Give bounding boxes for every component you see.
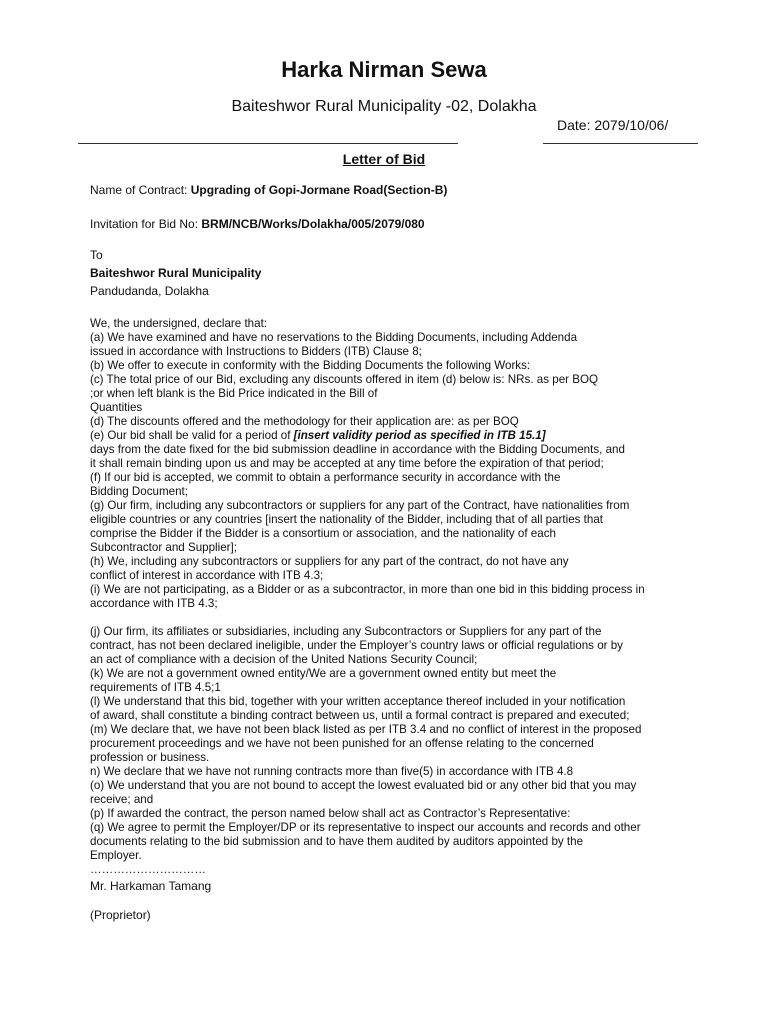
invitation-label: Invitation for Bid No: — [90, 217, 202, 231]
body-line: comprise the Bidder if the Bidder is a consortium or association, and the nationality of each — [90, 527, 556, 540]
signatory-role: (Proprietor) — [90, 908, 151, 922]
body-line: issued in accordance with Instructions to Bidders (ITB) Clause 8; — [90, 345, 422, 358]
body-line: conflict of interest in accordance with ITB 4.3; — [90, 569, 324, 582]
body-line: We, the undersigned, declare that: — [90, 317, 268, 330]
body-line: documents relating to the bid submission and to have them audited by auditors appointed by the — [90, 835, 584, 848]
body-line: (i) We are not participating, as a Bidder or as a subcontractor, in more than one bid in this bidding process in — [90, 583, 645, 596]
body-line: (m) We declare that, we have not been black listed as per ITB 3.4 and no conflict of interest in the proposed — [90, 723, 642, 736]
body-line: (b) We offer to execute in conformity with the Bidding Documents the following Works: — [90, 359, 531, 372]
company-address: Baiteshwor Rural Municipality -02, Dolakha — [231, 98, 537, 115]
body-line: contract, has not been declared ineligible, under the Employer’s country laws or official regulations or by — [90, 639, 623, 652]
company-name: Harka Nirman Sewa — [281, 57, 487, 82]
body-line: (k) We are not a government owned entity/We are a government owned entity but meet the — [90, 667, 557, 680]
header-rule-left — [78, 143, 458, 144]
body-line: receive; and — [90, 793, 154, 806]
body-line: Subcontractor and Supplier]; — [90, 541, 237, 554]
body-line: (a) We have examined and have no reservations to the Bidding Documents, including Addenda — [90, 331, 578, 344]
body-line: (g) Our firm, including any subcontractors or suppliers for any part of the Contract, have nationalities from — [90, 499, 630, 512]
letter-date: Date: 2079/10/06/ — [557, 117, 669, 133]
bid-number: BRM/NCB/Works/Dolakha/005/2079/080 — [201, 217, 425, 231]
body-line: accordance with ITB 4.3; — [90, 597, 218, 610]
recipient-address: Pandudanda, Dolakha — [90, 284, 209, 298]
body-line: requirements of ITB 4.5;1 — [90, 681, 221, 694]
body-line: (f) If our bid is accepted, we commit to obtain a performance security in accordance with the — [90, 471, 561, 484]
body-line: days from the date fixed for the bid submission deadline in accordance with the Bidding Documents, and — [90, 443, 625, 456]
body-line-validity — [90, 429, 546, 443]
body-line: (q) We agree to permit the Employer/DP or its representative to inspect our accounts and records and other — [90, 821, 641, 834]
body-line: (j) Our firm, its affiliates or subsidiaries, including any Subcontractors or Suppliers for any part of the — [90, 625, 602, 638]
body-line: eligible countries or any countries [insert the nationality of the Bidder, including that of all parties that — [90, 513, 604, 526]
body-line: (p) If awarded the contract, the person named below shall act as Contractor’s Representative: — [90, 807, 571, 820]
body-line: (c) The total price of our Bid, excluding any discounts offered in item (d) below is: NRs. as per BOQ — [90, 373, 598, 386]
body-line: Quantities — [90, 401, 143, 414]
body-line: (l) We understand that this bid, together with your written acceptance thereof included in your notification — [90, 695, 626, 708]
body-line: (o) We understand that you are not bound to accept the lowest evaluated bid or any other bid that you may — [90, 779, 637, 792]
header-rule-right — [543, 143, 698, 144]
body-line: profession or business. — [90, 751, 210, 764]
body-line: of award, shall constitute a binding contract between us, until a formal contract is prepared and executed; — [90, 709, 630, 722]
contract-label: Name of Contract: — [90, 183, 191, 197]
body-line: it shall remain binding upon us and may be accepted at any time before the expiration of that period; — [90, 457, 604, 470]
contract-name: Upgrading of Gopi-Jormane Road(Section-B) — [190, 183, 448, 197]
body-line: an act of compliance with a decision of the United Nations Security Council; — [90, 653, 478, 666]
body-line: ………………………… — [90, 863, 206, 876]
body-line: Bidding Document; — [90, 485, 188, 498]
validity-placeholder: [insert validity period as specified in ITB 15.1] — [293, 429, 546, 442]
body-line: ;or when left blank is the Bid Price indicated in the Bill of — [90, 387, 378, 400]
body-line: procurement proceedings and we have not been punished for an offense relating to the concerned — [90, 737, 594, 750]
contract-line — [90, 183, 447, 197]
validity-prefix: (e) Our bid shall be valid for a period of — [90, 429, 294, 442]
body-line: (h) We, including any subcontractors or suppliers for any part of the contract, do not have any — [90, 555, 569, 568]
body-line: n) We declare that we have not running contracts more than five(5) in accordance with ITB 4.8 — [90, 765, 574, 778]
body-line: Employer. — [90, 849, 142, 862]
recipient-to: To — [90, 248, 103, 262]
signatory-name: Mr. Harkaman Tamang — [90, 879, 212, 893]
document-title: Letter of Bid — [342, 151, 426, 167]
invitation-line — [90, 217, 425, 231]
recipient-name: Baiteshwor Rural Municipality — [90, 266, 262, 280]
body-line: (d) The discounts offered and the methodology for their application are: as per BOQ — [90, 415, 519, 428]
